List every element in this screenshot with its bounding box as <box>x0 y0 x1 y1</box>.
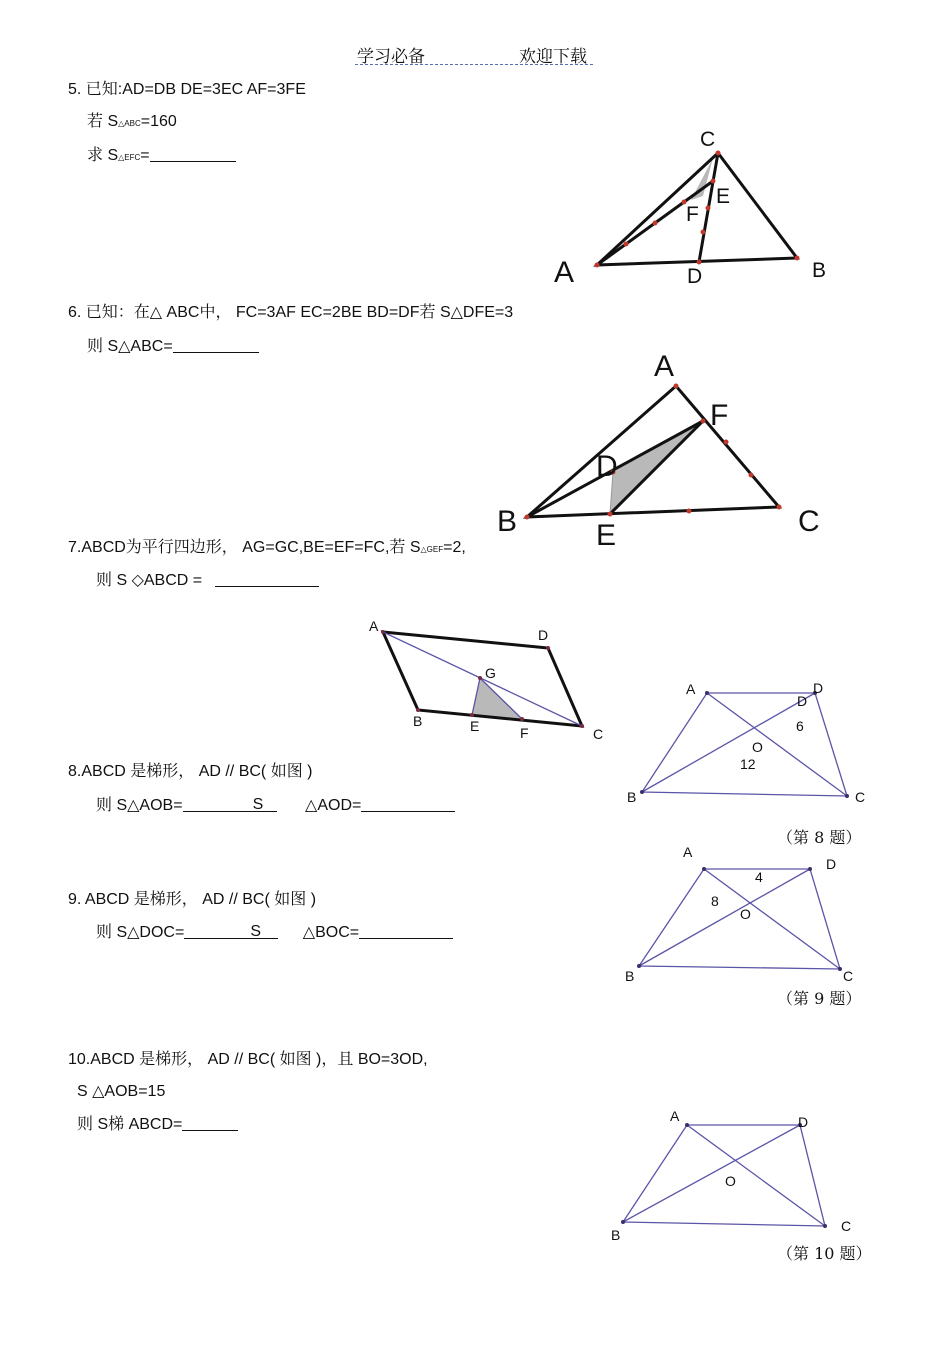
q9-ask-a: 则 S△DOC= <box>96 924 185 941</box>
q8-label-d2: D <box>797 693 808 709</box>
q10-points <box>621 1123 827 1228</box>
q9-ask-b: S <box>250 923 261 940</box>
q6-ask-label: 则 S△ABC= <box>87 338 173 355</box>
q5-condition-sub: △ABC <box>118 119 141 128</box>
q8-label-b: B <box>627 789 637 805</box>
q8-ask-a: 则 S△AOB= <box>96 797 183 814</box>
q9-caption: （第 9 题） <box>777 989 862 1008</box>
q5-ask-suffix: = <box>140 147 150 164</box>
q7-label-b: B <box>413 713 423 729</box>
q6-label-d: D <box>596 450 618 483</box>
q5-label-c: C <box>700 128 716 151</box>
header-right: 欢迎下载 <box>519 47 587 67</box>
q9-label-8: 8 <box>711 893 719 909</box>
q8-ask-b: S <box>252 796 264 813</box>
q7-label-f: F <box>520 725 529 741</box>
q7-label-e: E <box>470 718 480 734</box>
q7-given-suffix: =2, <box>443 539 466 556</box>
q10-trapezoid <box>623 1125 825 1226</box>
q7-label-a: A <box>369 618 379 634</box>
q9-ask-c: △BOC= <box>302 924 360 941</box>
q5-ask-prefix: 求 S <box>87 147 119 164</box>
q7-given-prefix: 7.ABCD为平行四边形， AG=GC,BE=EF=FC,若 S <box>68 539 421 556</box>
q8-trapezoid <box>642 693 847 796</box>
q6-label-f: F <box>710 399 729 432</box>
q8-diagonal-ac <box>707 693 847 796</box>
q10-label-c: C <box>841 1218 852 1234</box>
q6-label-a: A <box>654 350 675 383</box>
q5-label-e: E <box>716 185 731 208</box>
q8-label-o: O <box>752 739 763 755</box>
q8-ask-c: △AOD= <box>305 797 362 814</box>
q6-given: 6. 已知：在△ ABC中， FC=3AF EC=2BE BD=DF若 S△DFE=3 <box>68 304 514 321</box>
q5-label-b: B <box>812 259 827 282</box>
q8-label-c: C <box>855 789 866 805</box>
q10-diagonal-bd <box>623 1125 800 1222</box>
q9-given: 9. ABCD 是梯形， AD // BC( 如图 ) <box>68 891 317 908</box>
q9-label-c: C <box>843 968 854 984</box>
q9-label-b: B <box>625 968 635 984</box>
q5-label-f: F <box>686 203 699 226</box>
q7-ask-label: 则 S ◇ABCD = <box>96 572 203 589</box>
q8-label-d: D <box>813 680 824 696</box>
q9-diagonal-ac <box>704 869 840 969</box>
q9-label-d: D <box>826 856 837 872</box>
q6-figure <box>497 350 820 552</box>
q8-points <box>640 691 849 798</box>
q8-diagonal-bd <box>642 693 815 792</box>
q5-given: 5. 已知:AD=DB DE=3EC AF=3FE <box>68 81 306 98</box>
q9-label-a: A <box>683 844 693 860</box>
q10-ask-label: 则 S梯 ABCD= <box>77 1116 183 1133</box>
q8-label-12: 12 <box>740 756 756 772</box>
q8-given: 8.ABCD 是梯形， AD // BC( 如图 ) <box>68 763 313 780</box>
q10-label-d: D <box>798 1114 809 1130</box>
q8-caption: （第 8 题） <box>777 828 862 847</box>
q5-condition-prefix: 若 S <box>87 113 119 130</box>
q6-label-e: E <box>596 519 617 552</box>
q5-condition-suffix: =160 <box>140 113 177 130</box>
q8-figure <box>642 693 847 796</box>
q5-ask-sub: △EFC <box>118 153 141 162</box>
q6-label-c: C <box>798 505 820 538</box>
q10-given: 10.ABCD 是梯形， AD // BC( 如图 )，且 BO=3OD, <box>68 1051 428 1068</box>
header-left: 学习必备 <box>357 47 425 67</box>
q7-shaded-triangle <box>472 678 522 719</box>
q10-label-a: A <box>670 1108 680 1124</box>
q9-label-4: 4 <box>755 869 763 885</box>
q7-label-g: G <box>485 665 496 681</box>
q5-figure <box>554 128 826 289</box>
q10-caption: （第 10 题） <box>777 1244 872 1263</box>
q6-label-b: B <box>497 505 518 538</box>
q7-figure <box>369 618 603 742</box>
q5-label-d: D <box>687 265 703 288</box>
q7-given-sub: △GEF <box>420 545 444 554</box>
q10-figure <box>623 1125 825 1226</box>
q10-condition: S △AOB=15 <box>77 1083 166 1100</box>
q7-label-c: C <box>593 726 604 742</box>
q10-label-o: O <box>725 1173 736 1189</box>
q10-label-b: B <box>611 1227 621 1243</box>
q8-label-a: A <box>686 681 696 697</box>
q5-label-a: A <box>554 256 575 289</box>
q7-label-d: D <box>538 627 549 643</box>
q9-label-o: O <box>740 906 751 922</box>
q8-label-6: 6 <box>796 718 804 734</box>
